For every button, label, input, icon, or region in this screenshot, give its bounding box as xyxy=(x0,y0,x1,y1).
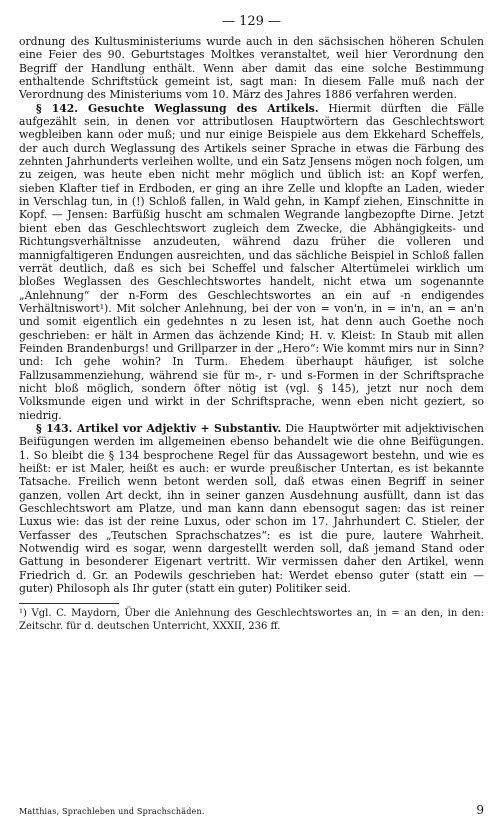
paragraph-text: Hiermit dürften die Fälle aufgezählt sein, in denen vor attributlosen Hauptwörtern das Geschlechtswort wegbleiben kann oder muß; und nur einige Beispiele aus dem Ekkehard Scheffels, der auch durch Weglassung des Artikels seiner Sprache in etwas die Färbung des zehnten Jahrhunderts verleihen wollte, und ein Satz Jensens mögen noch folgen, um zu zeigen, was heute eben nicht mehr möglich und üblich ist: an Kopf werfen, sieben Klafter tief in Erdboden, er ging an ihre Zelle und klopfte an Laden, wieder in Verschlag tun, in (!) Schloß fallen, in Wald gehn, in Kampf ziehen, Einschnitte in Kopf. — Jensen: Barfüßig huscht am schmalen Wegrande langbezopfte Dirne. Jetzt bient eben das Geschlechtswort zugleich dem Zwecke, die Abhängigkeits- und Richtungsverhältnisse anzudeuten, während dazu früher die volleren und mannigfaltigeren Endungen ausreichten, und das sächliche Beispiel in Schloß fallen verrät deutlich, daß es sich bei Scheffel und falscher Altertümelei wirklich um bloßes Weglassen des Geschlechtswortes handelt, nicht etwa um sogenannte „Anlehnung“ der n-Form des Geschlechtswortes an ein auf -n endigendes Verhältniswort¹). Mit solcher Anlehnung, bei der von = von'n, in = in'n, an = an'n und somit eigentlich ein gedehntes n zu lesen ist, hat denn auch Goethe noch geschrieben: er hält in Armen das ächzende Kind; H. v. Kleist: In Staub mit allen Feinden Brandenburgs! und Grillparzer in der „Hero“: Wie kommt mirs nur in Sinn? und: Ich gehe wohin? In Turm. Ehedem überhaupt häufiger, ist solche Fallzusammenziehung, während sie für m-, r- und s-Formen in der Schriftsprache nicht bloß möglich, sondern öfter nötig ist (vgl. § 145), jetzt nur noch dem Volksmunde eigen und wirkt in der Schriftsprache, wenn eben nicht geziert, so niedrig. xyxy=(19,101,484,422)
footer-sheet-number: 9 xyxy=(476,803,484,817)
footer-signature: Matthias, Sprachleben und Sprachschäden. xyxy=(19,807,205,816)
page-footer xyxy=(19,803,484,817)
page-number-header: — 129 — xyxy=(221,14,282,29)
paragraph-text: Die Hauptwörter mit adjektivischen Beifügungen werden im allgemeinen ebenso behandelt wie die ohne Beifügungen. 1. So bleibt die § 134 besprochene Regel für das Aussagewort bestehn, und wie es heißt: er ist Maler, heißt es auch: er wurde preußischer Untertan, es ist bekannte Tatsache. Freilich wenn betont werden soll, daß etwas einen Begriff in seiner ganzen, vollen Art deckt, ihn in seiner ganzen Ausdehnung ausfüllt, dann ist das Geschlechtswort am Platze, und man kann dann ebensogut sagen: das ist reiner Luxus wie: das ist der reine Luxus, oder schon im 17. Jahrhundert C. Stieler, der Verfasser des „Teutschen Sprachschatzes“: es ist die pure, lautere Wahrheit. Notwendig wird es sogar, wenn dargestellt werden soll, daß jemand Stand oder Gattung in besonderer Eigenart vertritt. Wir vermissen daher den Artikel, wenn Friedrich d. Gr. an Podewils geschrieben hat: Werdet ebenso guter (statt ein — guter) Philosoph als Ihr guter (statt ein guter) Politiker seid. xyxy=(19,421,484,596)
section-heading-143: § 143. Artikel vor Adjektiv + Substantiv. xyxy=(36,421,282,435)
paragraph-section-142 xyxy=(19,102,484,422)
footnote-divider xyxy=(19,603,119,604)
paragraph-text: ordnung des Kultusministeriums wurde auch in den sächsischen höheren Schulen eine Feier des 90. Geburtstages Moltkes veranstaltet, weil hier Verordnung den Begriff der Handlung enthält. Wenn aber damit das eine solche Bestimmung enthaltende Schriftstück gemeint ist, sagt man: In diesem Falle muß nach der Verordnung des Ministeriums vom 10. März des Jahres 1886 verfahren werden. xyxy=(19,35,484,102)
paragraph-section-143 xyxy=(19,422,484,595)
paragraph-continuation xyxy=(19,35,484,102)
body-text xyxy=(19,35,484,595)
footnote: ¹) Vgl. C. Maydorn, Über die Anlehnung des Geschlechtswortes an, in = an den, in den: Zeitschr. für d. deutschen Unterricht, XXXII, 236 ff. xyxy=(19,608,484,632)
section-heading-142: § 142. Gesuchte Weglassung des Artikels. xyxy=(36,101,319,115)
